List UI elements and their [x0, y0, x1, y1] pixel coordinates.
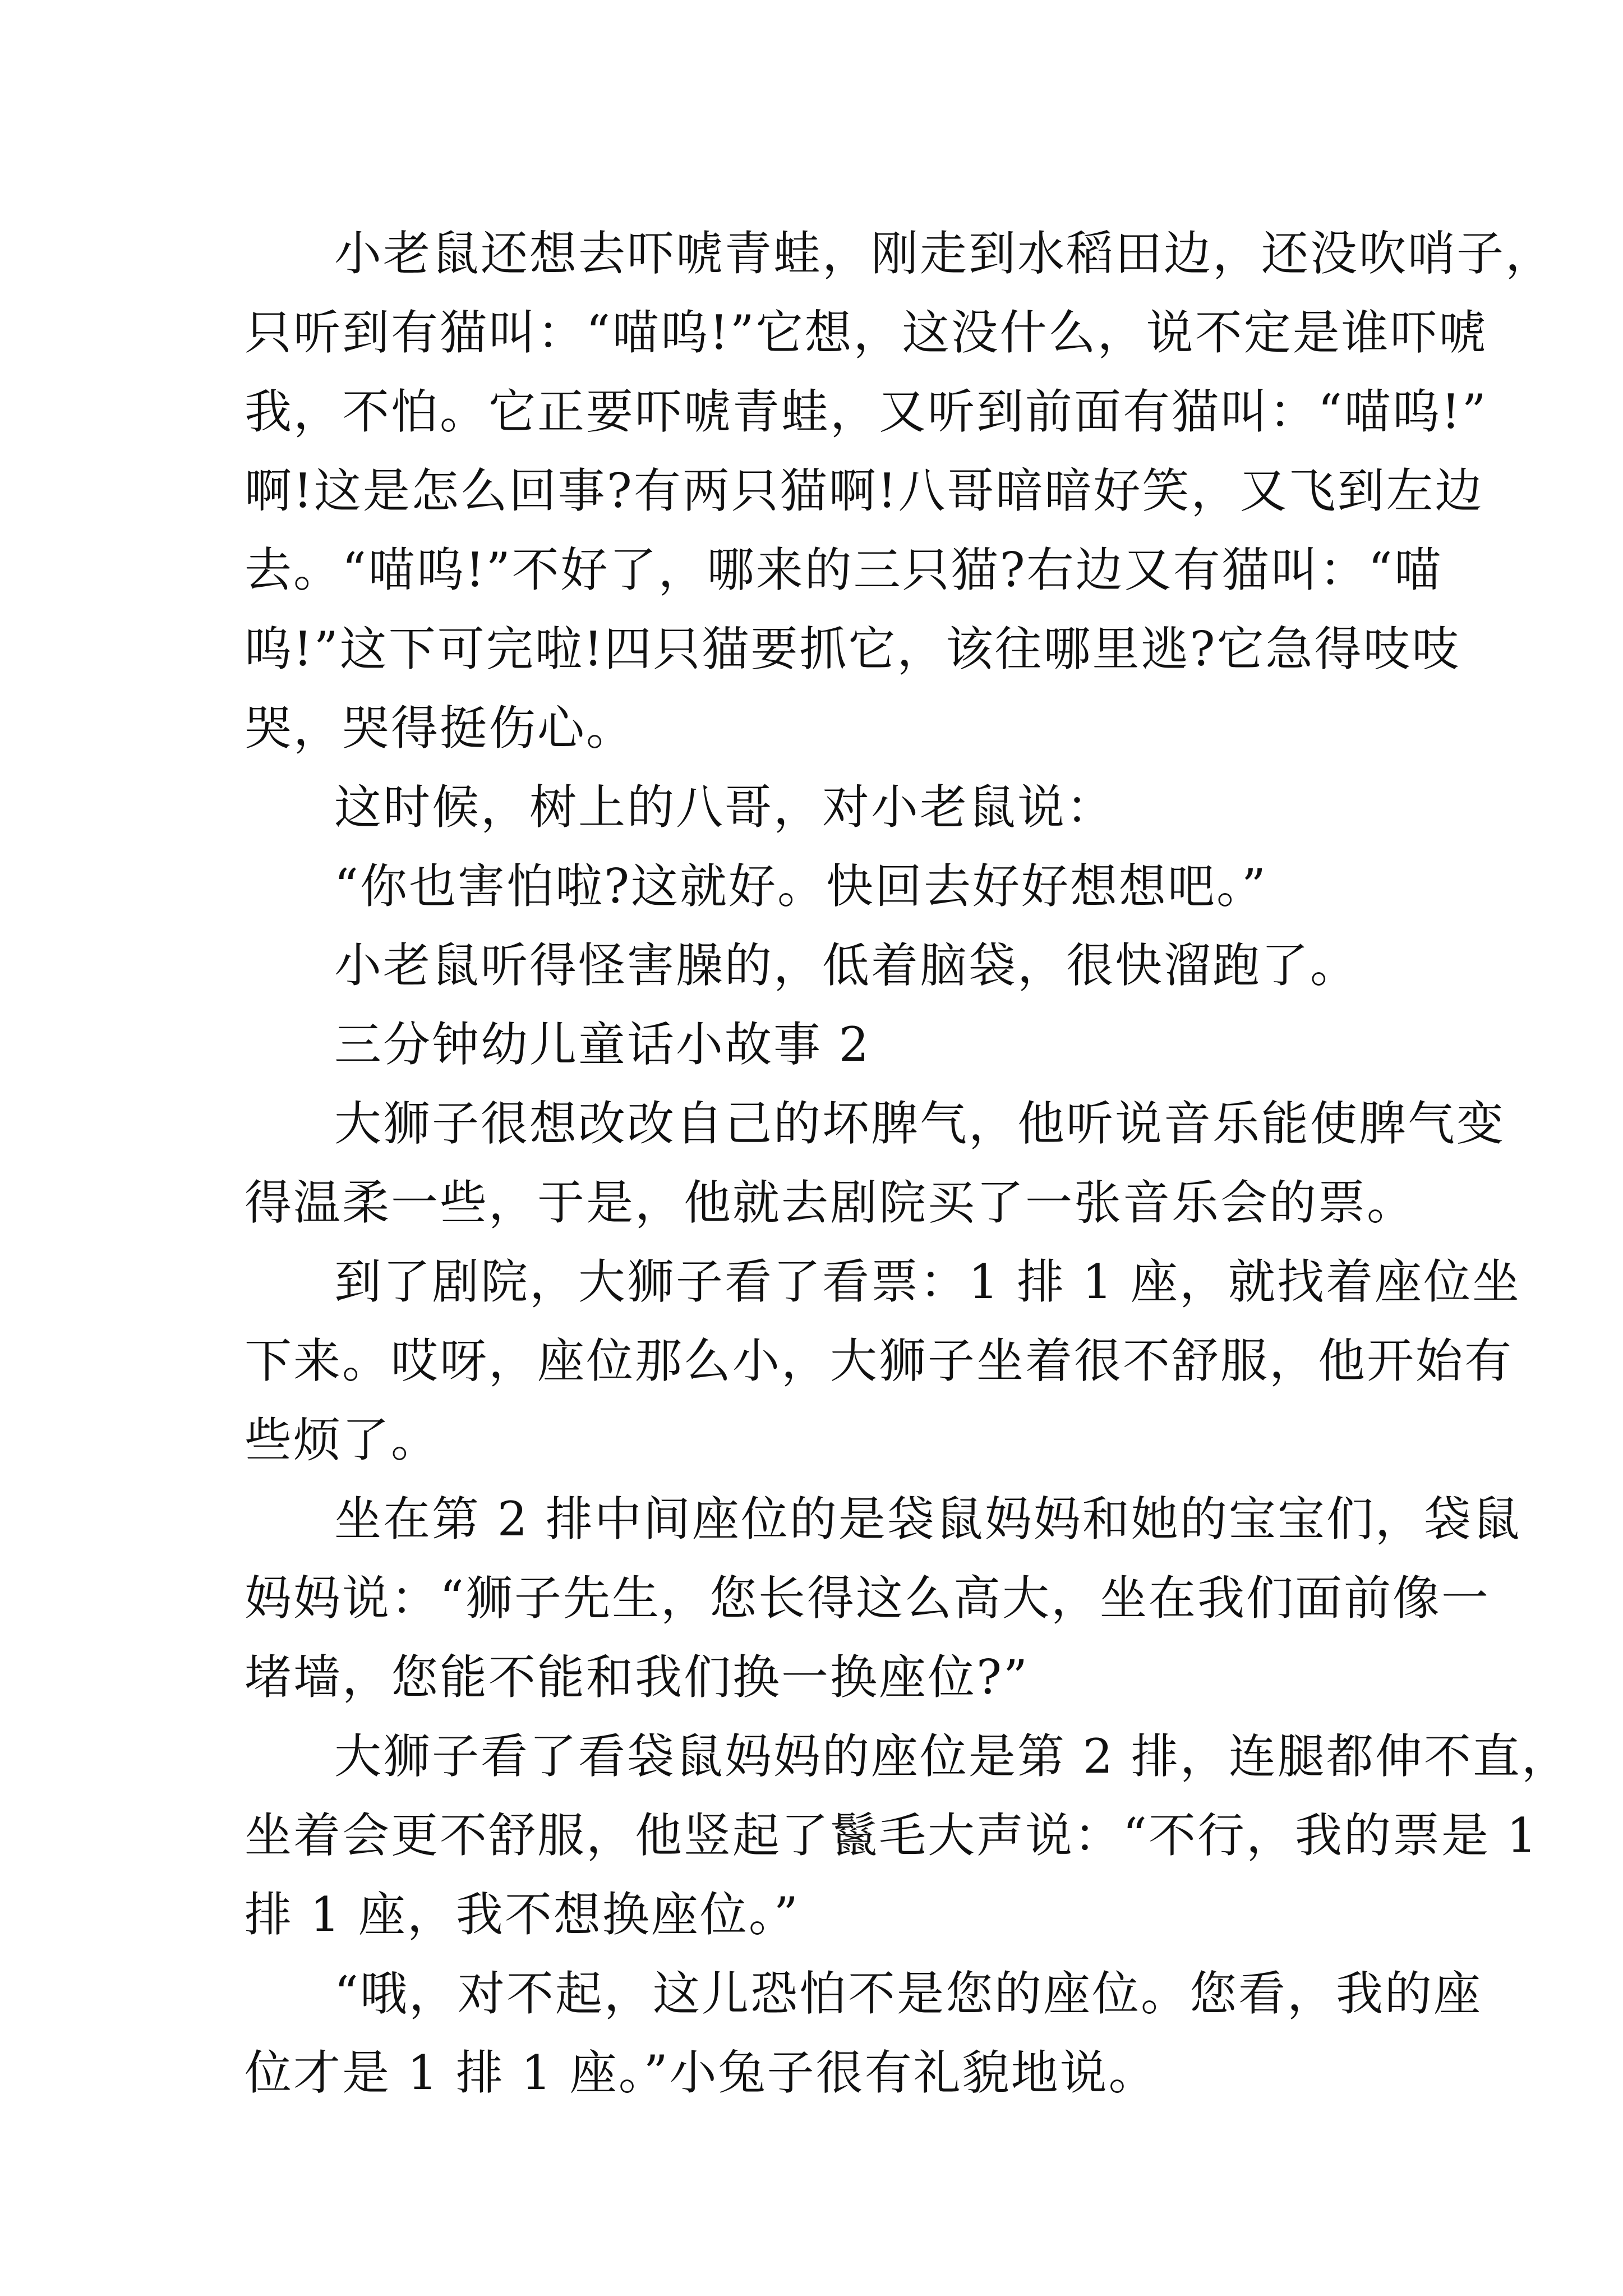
text-line: 坐在第 2 排中间座位的是袋鼠妈妈和她的宝宝们，袋鼠: [334, 1492, 1521, 1547]
text-line: 小老鼠听得怪害臊的，低着脑袋，很快溜跑了。: [334, 938, 1359, 993]
text-line: 妈妈说：“狮子先生，您长得这么高大，坐在我们面前像一: [245, 1571, 1490, 1626]
text-line: 去。“喵呜!”不好了，哪来的三只猫?右边又有猫叫：“喵: [245, 542, 1443, 597]
text-line: 只听到有猫叫：“喵呜!”它想，这没什么，说不定是谁吓唬: [245, 305, 1488, 360]
text-line: 啊!这是怎么回事?有两只猫啊!八哥暗暗好笑，又飞到左边: [245, 463, 1484, 518]
text-line: 大狮子很想改改自己的坏脾气，他听说音乐能使脾气变: [334, 1096, 1506, 1151]
text-line: 这时候，树上的八哥，对小老鼠说：: [334, 780, 1115, 835]
story-heading: 三分钟幼儿童话小故事 2: [334, 1017, 871, 1072]
text-line: 位才是 1 排 1 座。”小兔子很有礼貌地说。: [245, 2045, 1158, 2100]
text-line: 大狮子看了看袋鼠妈妈的座位是第 2 排，连腿都伸不直，: [334, 1729, 1570, 1784]
text-line: “哦，对不起，这儿恐怕不是您的座位。您看，我的座: [334, 1966, 1482, 2021]
text-line: 到了剧院，大狮子看了看票：1 排 1 座，就找着座位坐: [334, 1254, 1521, 1309]
text-line: 呜!”这下可完啦!四只猫要抓它，该往哪里逃?它急得吱吱: [245, 622, 1461, 677]
text-line: 排 1 座，我不想换座位。”: [245, 1887, 800, 1942]
text-line: “你也害怕啦?这就好。快回去好好想想吧。”: [334, 859, 1267, 914]
text-line: 我，不怕。它正要吓唬青蛙，又听到前面有猫叫：“喵呜!”: [245, 384, 1488, 439]
text-line: 些烦了。: [245, 1412, 440, 1467]
text-line: 得温柔一些，于是，他就去剧院买了一张音乐会的票。: [245, 1175, 1416, 1230]
text-line: 哭，哭得挺伤心。: [245, 701, 635, 756]
text-line: 坐着会更不舒服，他竖起了鬣毛大声说：“不行，我的票是 1: [245, 1808, 1539, 1863]
text-line: 小老鼠还想去吓唬青蛙，刚走到水稻田边，还没吹哨子，: [334, 226, 1555, 281]
story-text: [245, 214, 1570, 2113]
text-line: 下来。哎呀，座位那么小，大狮子坐着很不舒服，他开始有: [245, 1333, 1514, 1388]
text-line: 堵墙，您能不能和我们换一换座位?”: [245, 1650, 1029, 1705]
